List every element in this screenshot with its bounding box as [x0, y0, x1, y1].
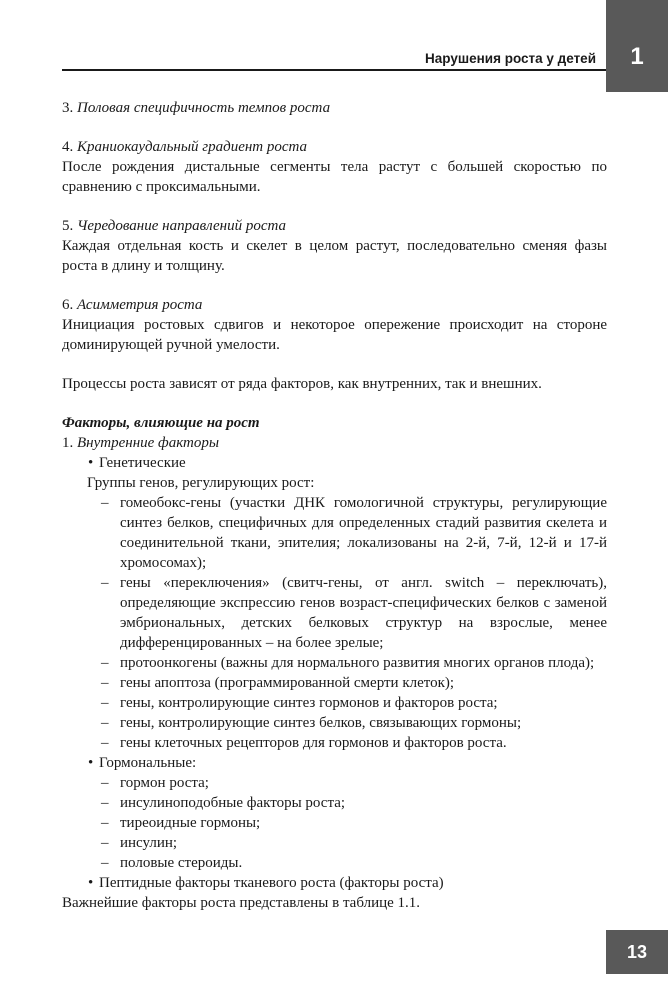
- section-5-title: Чередование направлений роста: [77, 218, 287, 234]
- list-item: – половые стероиды.: [120, 853, 607, 873]
- section-6-number: 6.: [62, 297, 74, 313]
- list-item: – гормон роста;: [120, 773, 607, 793]
- genetic-bullet: • Генетические: [62, 453, 607, 473]
- section-4-number: 4.: [62, 139, 74, 155]
- list-item: – протоонкогены (важны для нормального развития многих органов плода);: [120, 653, 607, 673]
- factors-heading: [62, 413, 607, 433]
- section-4-text: После рождения дистальные сегменты тела растут с большей скоростью по сравнению с проксимальными.: [62, 159, 607, 195]
- factor-bullet-list: [62, 453, 607, 473]
- list-item: – инсулин;: [120, 833, 607, 853]
- section-3-title: Половая специфичность темпов роста: [77, 100, 331, 116]
- section-4-title: Краниокаудальный градиент роста: [77, 139, 308, 155]
- gene-groups-heading: Группы генов, регулирующих рост:: [87, 475, 315, 491]
- chapter-number: 1: [630, 43, 644, 70]
- section-6-heading: [62, 295, 607, 315]
- closing-sentence: Важнейшие факторы роста представлены в таблице 1.1.: [62, 895, 421, 911]
- list-item: – гены апоптоза (программированной смерти клеток);: [120, 673, 607, 693]
- internal-factors-number: 1.: [62, 435, 74, 451]
- peptide-bullet: • Пептидные факторы тканевого роста (факторы роста): [62, 873, 607, 893]
- chapter-tab: [606, 0, 668, 92]
- section-5-number: 5.: [62, 218, 74, 234]
- list-item: – гены, контролирующие синтез гормонов и факторов роста;: [120, 693, 607, 713]
- internal-factors-title: Внутренние факторы: [77, 435, 220, 451]
- running-header-title: Нарушения роста у детей: [425, 51, 596, 66]
- section-5-text: Каждая отдельная кость и скелет в целом растут, последовательно сменяя фазы роста в длину и толщину.: [62, 238, 607, 274]
- list-item: – тиреоидные гормоны;: [120, 813, 607, 833]
- section-3-heading: [62, 98, 607, 118]
- gene-group-list: [62, 493, 607, 753]
- list-item: – гены, контролирующие синтез белков, связывающих гормоны;: [120, 713, 607, 733]
- list-item: – гомеобокс-гены (участки ДНК гомологичной структуры, регулирующие синтез белков, специфичных для определенных стадий развития скелета и соединительной ткани, эпителия; локализованы на 2-й, 7-й, 12-й и 17-й хромосомах);: [120, 493, 607, 573]
- factor-bullet-list-3: [62, 873, 607, 893]
- hormone-list: [62, 773, 607, 873]
- section-5-heading: [62, 216, 607, 236]
- factors-heading-text: Факторы, влияющие на рост: [62, 415, 260, 431]
- hormonal-bullet: • Гормональные:: [62, 753, 607, 773]
- internal-factors-heading: [62, 433, 607, 453]
- section-6-text: Инициация ростовых сдвигов и некоторое опережение происходит на стороне доминирующей ручной умелости.: [62, 317, 607, 353]
- section-3-number: 3.: [62, 100, 74, 116]
- section-4-heading: [62, 137, 607, 157]
- page-number-tab: [606, 930, 668, 974]
- list-item: – инсулиноподобные факторы роста;: [120, 793, 607, 813]
- summary-paragraph: Процессы роста зависят от ряда факторов, как внутренних, так и внешних.: [62, 376, 542, 392]
- page-number: 13: [626, 942, 648, 962]
- section-6-title: Асимметрия роста: [77, 297, 203, 313]
- list-item: – гены клеточных рецепторов для гормонов и факторов роста.: [120, 733, 607, 753]
- factor-bullet-list-2: [62, 753, 607, 773]
- page-body: [62, 98, 607, 913]
- header-divider: [62, 69, 606, 71]
- list-item: – гены «переключения» (свитч-гены, от англ. switch – переключать), определяющие экспрессию генов возраст-специфических белков с заменой эмбриональных, детских белковых структур на взрослые, менее дифференцированных – на более зрелые;: [120, 573, 607, 653]
